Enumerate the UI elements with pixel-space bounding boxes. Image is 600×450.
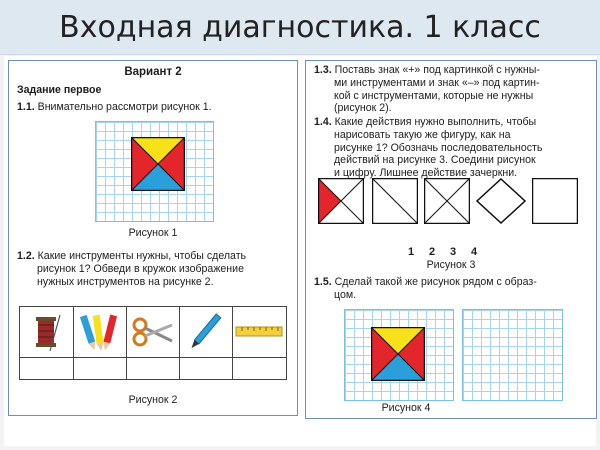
figure-1-square [131, 137, 185, 191]
question-line: рисунок 1? Обведи в кружок изображение [37, 262, 244, 275]
right-panel [305, 60, 597, 419]
question-number: 1.1. [17, 101, 35, 113]
tools-table [19, 306, 287, 380]
tool-cell-pencils[interactable] [73, 307, 127, 357]
tool-cell-scissors[interactable] [126, 307, 180, 357]
tool-cell-pen[interactable] [179, 307, 233, 357]
step-diamond[interactable] [476, 178, 526, 224]
slide-title: Входная диагностика. 1 класс [59, 9, 541, 45]
scissors-icon [126, 307, 179, 357]
task-title: Задание первое [17, 84, 102, 96]
step-square-red[interactable] [318, 178, 364, 224]
question-1-1 [17, 101, 212, 114]
question-1-4 [314, 116, 542, 180]
question-line: ми инструментами и знак «–» под картин- [334, 76, 540, 89]
tool-cell-ruler[interactable] [232, 307, 286, 357]
question-1-2 [17, 250, 246, 288]
figure-2-caption: Рисунок 2 [128, 394, 178, 406]
figure-3-caption: Рисунок 3 [426, 259, 476, 271]
answer-cell[interactable] [126, 358, 180, 379]
tool-cell-thread[interactable] [20, 307, 74, 357]
answer-cell[interactable] [232, 358, 286, 379]
question-line: цом. [334, 288, 357, 301]
figure-4-square [371, 327, 425, 381]
step-square-two-diagonals[interactable] [424, 178, 470, 224]
question-line: Какие действия нужно выполнить, чтобы [334, 116, 537, 128]
question-line: Какие инструменты нужны, чтобы сделать [37, 250, 247, 262]
thread-spool-icon [20, 307, 73, 357]
pencils-icon [73, 307, 126, 357]
question-number: 1.5. [314, 276, 332, 288]
question-1-5 [314, 276, 537, 302]
question-number: 1.4. [314, 116, 332, 128]
question-number: 1.3. [314, 64, 332, 76]
step-number-2[interactable]: 2 [429, 246, 436, 258]
variant-title: Вариант 2 [124, 66, 182, 78]
left-panel [8, 60, 298, 416]
step-number-3[interactable]: 3 [450, 246, 457, 258]
question-text: Внимательно рассмотри рисунок 1. [37, 101, 212, 113]
question-line: нарисовать такую же фигуру, как на [334, 128, 511, 141]
ruler-icon [232, 307, 286, 357]
question-line: кой с инструментами, которые не нужны [334, 89, 534, 102]
step-number-4[interactable]: 4 [471, 246, 478, 258]
question-1-3 [314, 64, 540, 115]
figure-1-caption: Рисунок 1 [128, 227, 178, 239]
answer-cell[interactable] [73, 358, 127, 379]
step-number-1[interactable]: 1 [408, 246, 415, 258]
step-square-empty[interactable] [532, 178, 578, 224]
question-line: Поставь знак «+» под картинкой с нужны- [334, 64, 540, 76]
answer-cell[interactable] [179, 358, 233, 379]
question-line: нужных инструментов на рисунке 2. [37, 275, 214, 288]
figure-4-drawing-grid[interactable] [462, 309, 563, 401]
answer-cell[interactable] [20, 358, 74, 379]
question-number: 1.2. [17, 250, 35, 262]
question-line: Сделай такой же рисунок рядом с образ- [334, 276, 537, 288]
question-line: и цифру. Лишнее действие зачеркни. [334, 167, 518, 180]
slide-title-bar [0, 0, 600, 55]
question-line: (рисунок 2). [334, 102, 392, 115]
question-line: рисунке 1? Обозначь последовательность [334, 141, 543, 154]
worksheet-page [4, 56, 596, 446]
figure-4-caption: Рисунок 4 [381, 402, 431, 414]
pen-icon [179, 307, 232, 357]
question-line: действий на рисунке 3. Соедини рисунок [334, 154, 536, 167]
step-square-one-diagonal[interactable] [372, 178, 418, 224]
